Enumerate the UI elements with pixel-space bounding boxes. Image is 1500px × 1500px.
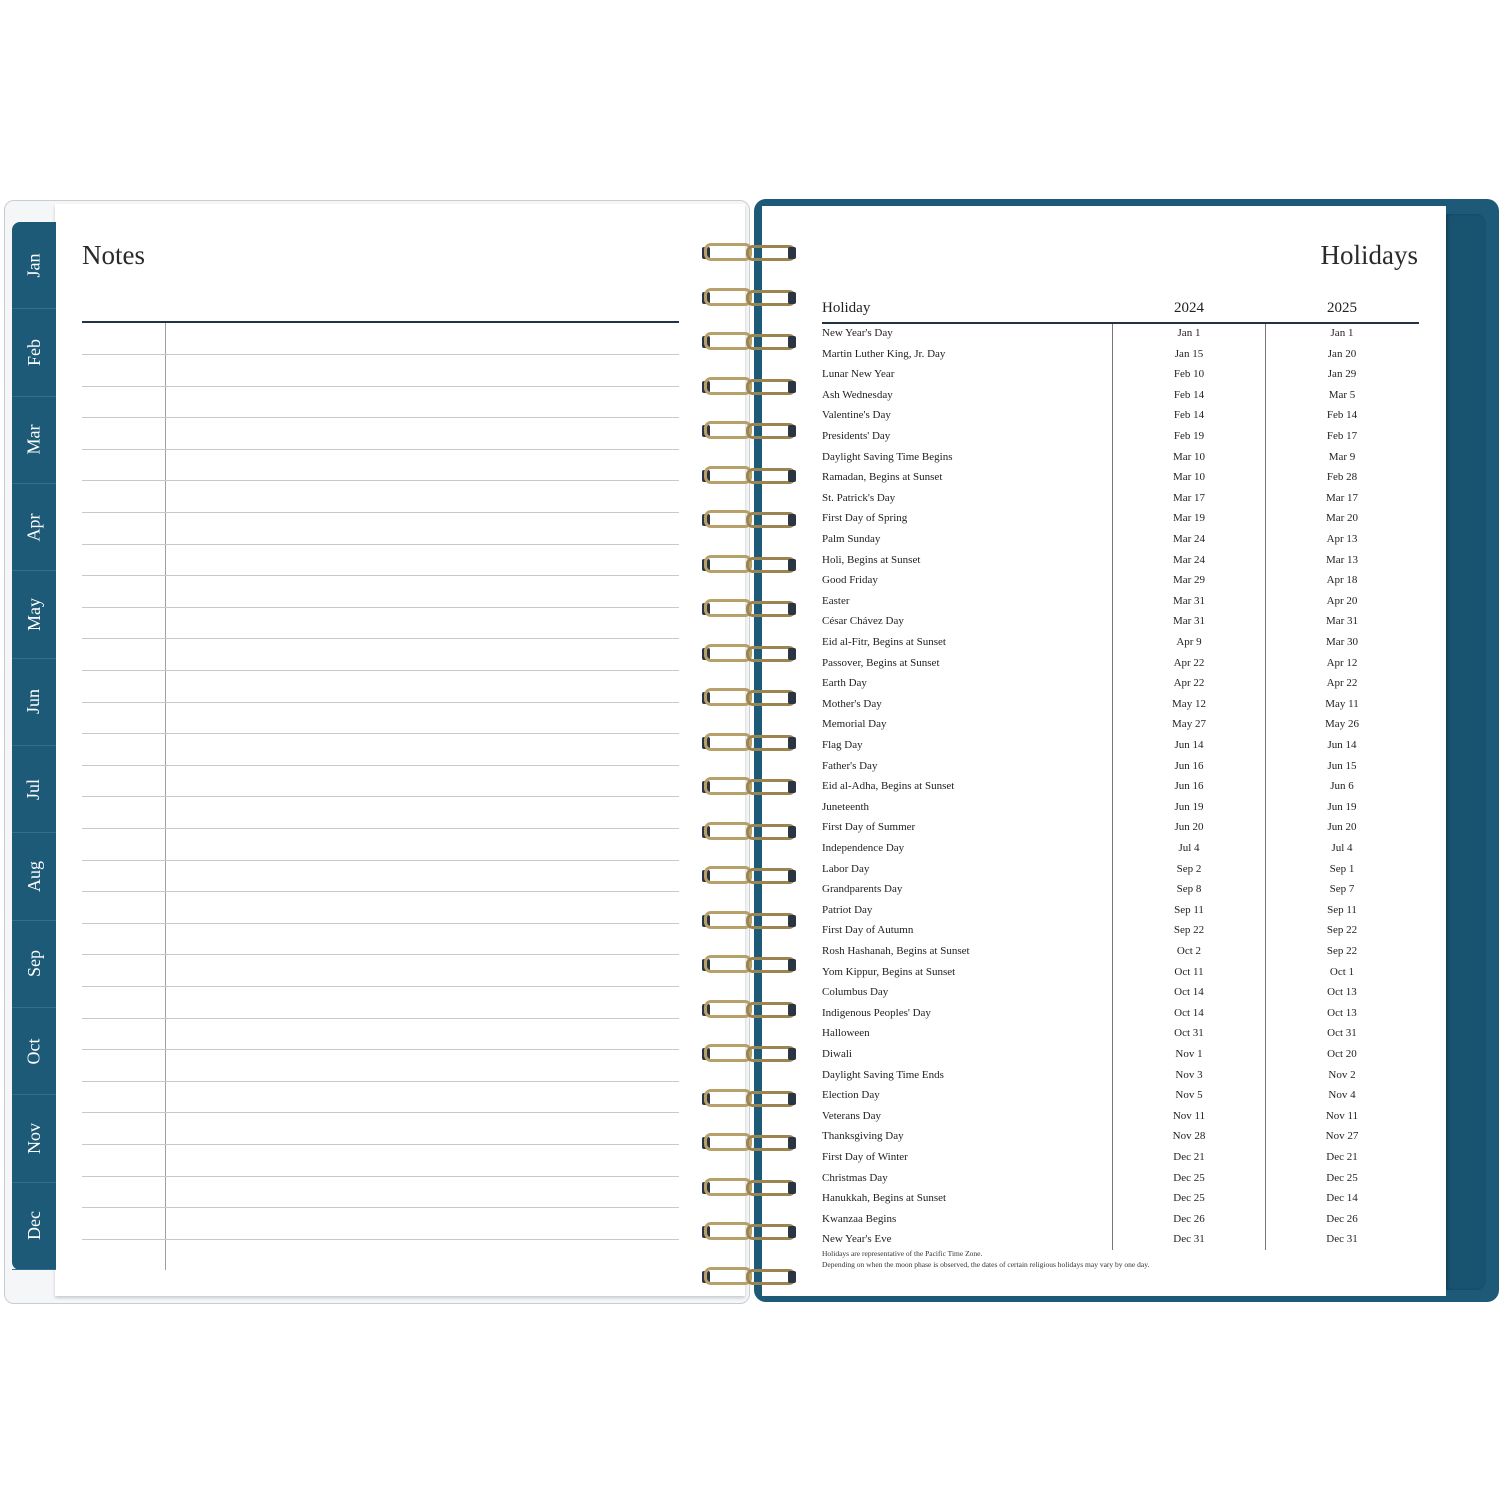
spiral-coil bbox=[702, 864, 798, 888]
spiral-coil bbox=[702, 330, 798, 354]
holiday-row bbox=[822, 451, 1419, 471]
holiday-date-2025: Mar 30 bbox=[1325, 636, 1359, 648]
holiday-date-2024: Nov 3 bbox=[1175, 1068, 1203, 1081]
holiday-date-2024: Mar 17 bbox=[1172, 491, 1206, 504]
holiday-row bbox=[822, 430, 1419, 450]
tab-aug[interactable] bbox=[12, 833, 56, 920]
holiday-row bbox=[822, 471, 1419, 491]
holiday-column-header: Holiday bbox=[822, 300, 871, 316]
holiday-date-2024: Dec 26 bbox=[1173, 1212, 1205, 1225]
tab-label: Jan bbox=[23, 253, 44, 278]
holiday-name: Eid al-Fitr, Begins at Sunset bbox=[822, 636, 946, 648]
holiday-date-2024: Jan 1 bbox=[1177, 327, 1201, 339]
note-line bbox=[82, 638, 679, 639]
holiday-row bbox=[822, 1213, 1419, 1233]
holiday-row bbox=[822, 1110, 1419, 1130]
holiday-row bbox=[822, 1192, 1419, 1212]
notes-title: Notes bbox=[82, 240, 145, 270]
tab-label: Apr bbox=[23, 513, 44, 542]
holiday-date-2025: Feb 17 bbox=[1326, 430, 1358, 442]
holiday-date-2025: Mar 20 bbox=[1325, 512, 1359, 525]
holiday-row bbox=[822, 780, 1419, 800]
holiday-row bbox=[822, 1069, 1419, 1089]
holiday-date-2025: Sep 22 bbox=[1326, 945, 1358, 957]
note-line bbox=[82, 386, 679, 387]
tab-label: Jul bbox=[23, 778, 44, 800]
holiday-row bbox=[822, 966, 1419, 986]
spiral-coil bbox=[702, 686, 798, 710]
holiday-date-2024: Sep 22 bbox=[1173, 924, 1205, 937]
holiday-date-2025: Sep 22 bbox=[1326, 924, 1358, 937]
holiday-row bbox=[822, 842, 1419, 862]
holiday-date-2024: Feb 19 bbox=[1173, 430, 1205, 442]
year-2025-header: 2025 bbox=[1327, 300, 1357, 316]
holiday-date-2025: Apr 20 bbox=[1326, 594, 1358, 607]
note-line bbox=[82, 480, 679, 481]
year-2024-header: 2024 bbox=[1174, 300, 1204, 316]
holiday-date-2025: Feb 14 bbox=[1326, 409, 1358, 422]
tab-jul[interactable] bbox=[12, 746, 56, 833]
holiday-name: First Day of Winter bbox=[822, 1151, 908, 1163]
holiday-row bbox=[822, 554, 1419, 574]
right-cover-edge bbox=[1446, 214, 1486, 1290]
holiday-date-2025: Mar 13 bbox=[1325, 553, 1359, 566]
holiday-date-2024: Mar 10 bbox=[1172, 471, 1206, 484]
spiral-coil bbox=[702, 1042, 798, 1066]
tab-label: Mar bbox=[23, 424, 44, 455]
note-line bbox=[82, 607, 679, 608]
holiday-name: Election Day bbox=[822, 1089, 880, 1102]
holiday-row bbox=[822, 574, 1419, 594]
spiral-coil bbox=[702, 286, 798, 310]
note-line bbox=[82, 796, 679, 797]
holiday-name: Yom Kippur, Begins at Sunset bbox=[822, 965, 956, 978]
holiday-name: Mother's Day bbox=[822, 697, 882, 710]
footnote-moon-phase: Depending on when the moon phase is observed, the dates of certain religious holidays may vary by one day. bbox=[822, 1260, 1150, 1269]
tab-label: Feb bbox=[23, 338, 44, 366]
holiday-row bbox=[822, 821, 1419, 841]
holiday-date-2025: Apr 13 bbox=[1326, 533, 1358, 545]
holiday-row bbox=[822, 945, 1419, 965]
holiday-date-2025: Oct 31 bbox=[1327, 1027, 1357, 1040]
holiday-name: New Year's Eve bbox=[822, 1233, 892, 1246]
spiral-coil bbox=[702, 1176, 798, 1200]
holiday-date-2025: Jan 29 bbox=[1327, 368, 1357, 381]
holiday-date-2025: Jan 20 bbox=[1327, 347, 1357, 360]
holiday-name: Palm Sunday bbox=[822, 533, 881, 545]
holiday-date-2024: Jun 19 bbox=[1174, 800, 1204, 813]
holiday-date-2024: Mar 24 bbox=[1172, 553, 1206, 566]
tab-jun[interactable] bbox=[12, 659, 56, 746]
holiday-date-2025: Sep 11 bbox=[1327, 903, 1357, 916]
tab-jan[interactable] bbox=[12, 222, 56, 309]
spiral-coil bbox=[702, 241, 798, 265]
note-line bbox=[82, 544, 679, 545]
tab-label: Nov bbox=[23, 1122, 44, 1154]
holiday-date-2025: Oct 20 bbox=[1327, 1048, 1357, 1060]
holiday-date-2024: Jul 4 bbox=[1178, 842, 1200, 854]
holiday-date-2025: Mar 17 bbox=[1325, 491, 1359, 504]
tab-mar[interactable] bbox=[12, 397, 56, 484]
holiday-name: Diwali bbox=[822, 1048, 852, 1060]
holiday-row bbox=[822, 1089, 1419, 1109]
holiday-row bbox=[822, 636, 1419, 656]
spiral-coil bbox=[702, 820, 798, 844]
holiday-name: Patriot Day bbox=[822, 903, 873, 916]
holiday-date-2024: Apr 9 bbox=[1176, 636, 1202, 648]
holiday-date-2024: Jun 14 bbox=[1174, 739, 1204, 751]
holiday-row bbox=[822, 657, 1419, 677]
note-line bbox=[82, 1081, 679, 1082]
tab-feb[interactable] bbox=[12, 309, 56, 396]
holiday-date-2024: Dec 25 bbox=[1173, 1192, 1205, 1205]
holiday-name: Columbus Day bbox=[822, 986, 889, 999]
holiday-name: Flag Day bbox=[822, 739, 863, 751]
holidays-header-rule bbox=[822, 322, 1419, 324]
holiday-date-2024: Mar 24 bbox=[1172, 533, 1206, 545]
spiral-coil bbox=[702, 375, 798, 399]
holiday-date-2024: Dec 21 bbox=[1173, 1151, 1205, 1163]
holiday-date-2024: Oct 14 bbox=[1174, 1006, 1204, 1019]
holiday-date-2024: Sep 2 bbox=[1176, 862, 1202, 875]
holiday-date-2025: Apr 18 bbox=[1326, 574, 1358, 587]
holiday-row bbox=[822, 883, 1419, 903]
holiday-date-2025: Jun 19 bbox=[1327, 800, 1357, 813]
holiday-date-2025: Sep 7 bbox=[1329, 883, 1355, 896]
holiday-date-2025: Nov 27 bbox=[1325, 1130, 1359, 1143]
holiday-date-2025: Dec 14 bbox=[1326, 1192, 1358, 1205]
holiday-row bbox=[822, 1172, 1419, 1192]
holiday-row bbox=[822, 904, 1419, 924]
holiday-name: Good Friday bbox=[822, 574, 878, 587]
tab-label: Aug bbox=[23, 860, 44, 892]
spiral-coil bbox=[702, 1265, 798, 1289]
holiday-name: Eid al-Adha, Begins at Sunset bbox=[822, 780, 955, 793]
holiday-date-2025: Jul 4 bbox=[1331, 842, 1353, 854]
holiday-date-2024: Mar 31 bbox=[1172, 594, 1206, 607]
holiday-row bbox=[822, 1027, 1419, 1047]
spiral-coil bbox=[702, 553, 798, 577]
holiday-row bbox=[822, 1130, 1419, 1150]
holiday-name: St. Patrick's Day bbox=[822, 491, 896, 504]
holiday-date-2024: Sep 8 bbox=[1176, 883, 1202, 896]
footnote-timezone: Holidays are representative of the Pacific Time Zone. bbox=[822, 1249, 983, 1258]
holiday-row bbox=[822, 677, 1419, 697]
holiday-date-2025: Jun 20 bbox=[1327, 821, 1357, 834]
holiday-date-2025: Sep 1 bbox=[1329, 862, 1355, 875]
spiral-coil bbox=[702, 731, 798, 755]
holiday-date-2025: Feb 28 bbox=[1326, 471, 1358, 484]
holiday-row bbox=[822, 718, 1419, 738]
note-line bbox=[82, 1018, 679, 1019]
holiday-date-2024: Nov 11 bbox=[1172, 1109, 1206, 1122]
holiday-name: Daylight Saving Time Ends bbox=[822, 1068, 944, 1081]
holiday-date-2025: Dec 26 bbox=[1326, 1212, 1358, 1225]
holiday-date-2025: Jan 1 bbox=[1330, 327, 1354, 339]
holiday-date-2025: Apr 12 bbox=[1326, 656, 1358, 669]
spiral-coil bbox=[702, 1131, 798, 1155]
tab-nov[interactable] bbox=[12, 1095, 56, 1182]
tab-apr[interactable] bbox=[12, 484, 56, 571]
holiday-row bbox=[822, 512, 1419, 532]
holiday-date-2025: Dec 31 bbox=[1326, 1233, 1358, 1246]
holiday-row bbox=[822, 533, 1419, 553]
holiday-date-2025: Dec 25 bbox=[1326, 1171, 1358, 1184]
note-line bbox=[82, 702, 679, 703]
holiday-name: Thanksgiving Day bbox=[822, 1130, 904, 1143]
spiral-coil bbox=[702, 909, 798, 933]
holiday-date-2024: Apr 22 bbox=[1173, 677, 1205, 690]
note-line bbox=[82, 575, 679, 576]
tab-label: Sep bbox=[23, 950, 44, 978]
holiday-date-2025: Jun 6 bbox=[1330, 780, 1354, 793]
note-line bbox=[82, 1144, 679, 1145]
holiday-date-2025: Mar 31 bbox=[1325, 615, 1359, 628]
holiday-row bbox=[822, 409, 1419, 429]
spiral-coil bbox=[702, 464, 798, 488]
spiral-coil bbox=[702, 419, 798, 443]
tab-oct[interactable] bbox=[12, 1008, 56, 1095]
holiday-name: New Year's Day bbox=[822, 327, 893, 339]
spiral-coil bbox=[702, 775, 798, 799]
holiday-date-2024: Jun 16 bbox=[1174, 759, 1204, 772]
holiday-date-2025: Nov 4 bbox=[1328, 1089, 1356, 1102]
holiday-row bbox=[822, 924, 1419, 944]
holiday-row bbox=[822, 389, 1419, 409]
note-line bbox=[82, 354, 679, 355]
holiday-name: Father's Day bbox=[822, 759, 878, 772]
note-line bbox=[82, 860, 679, 861]
tab-may[interactable] bbox=[12, 571, 56, 658]
holiday-name: Kwanzaa Begins bbox=[822, 1212, 897, 1225]
holiday-name: Labor Day bbox=[822, 862, 870, 875]
holiday-date-2024: Dec 31 bbox=[1173, 1233, 1205, 1246]
note-line bbox=[82, 1049, 679, 1050]
holiday-row bbox=[822, 327, 1419, 347]
holiday-name: César Chávez Day bbox=[822, 615, 904, 628]
spiral-coil bbox=[702, 998, 798, 1022]
holiday-date-2024: Sep 11 bbox=[1174, 903, 1204, 916]
holiday-name: Holi, Begins at Sunset bbox=[822, 553, 921, 566]
note-line bbox=[82, 512, 679, 513]
holiday-name: Independence Day bbox=[822, 842, 905, 854]
holiday-row bbox=[822, 739, 1419, 759]
holiday-date-2024: Apr 22 bbox=[1173, 656, 1205, 669]
holiday-name: Indigenous Peoples' Day bbox=[822, 1006, 931, 1019]
holiday-date-2024: Nov 5 bbox=[1175, 1089, 1203, 1102]
holiday-date-2025: Nov 11 bbox=[1325, 1109, 1359, 1122]
holiday-name: First Day of Spring bbox=[822, 512, 908, 525]
note-line bbox=[82, 986, 679, 987]
holiday-name: Hanukkah, Begins at Sunset bbox=[822, 1192, 947, 1205]
holiday-name: Lunar New Year bbox=[822, 368, 895, 381]
tab-dec[interactable] bbox=[12, 1183, 56, 1270]
holiday-row bbox=[822, 492, 1419, 512]
note-line bbox=[82, 417, 679, 418]
holiday-date-2025: Apr 22 bbox=[1326, 677, 1358, 690]
holiday-name: Ramadan, Begins at Sunset bbox=[822, 471, 943, 484]
spiral-coil bbox=[702, 508, 798, 532]
holiday-date-2024: Oct 14 bbox=[1174, 986, 1204, 999]
spiral-coil bbox=[702, 953, 798, 977]
holiday-name: Earth Day bbox=[822, 677, 867, 690]
holiday-name: Memorial Day bbox=[822, 718, 887, 731]
tab-label: Dec bbox=[23, 1211, 44, 1241]
holiday-date-2024: Feb 14 bbox=[1173, 388, 1205, 401]
holiday-row bbox=[822, 863, 1419, 883]
holiday-name: Grandparents Day bbox=[822, 883, 903, 896]
holiday-date-2024: Mar 19 bbox=[1172, 512, 1206, 525]
holiday-row bbox=[822, 760, 1419, 780]
holiday-date-2025: May 11 bbox=[1325, 697, 1359, 710]
holiday-row bbox=[822, 368, 1419, 388]
holiday-row bbox=[822, 348, 1419, 368]
holiday-date-2025: Jun 14 bbox=[1327, 739, 1357, 751]
note-line bbox=[82, 1239, 679, 1240]
holiday-date-2025: Dec 21 bbox=[1326, 1151, 1358, 1163]
note-line bbox=[82, 765, 679, 766]
notes-header-rule bbox=[82, 321, 679, 323]
note-line bbox=[82, 670, 679, 671]
holiday-date-2024: Mar 10 bbox=[1172, 450, 1206, 463]
holiday-name: Passover, Begins at Sunset bbox=[822, 656, 940, 669]
holiday-date-2025: Mar 9 bbox=[1328, 450, 1356, 463]
holiday-date-2024: Dec 25 bbox=[1173, 1171, 1205, 1184]
note-line bbox=[82, 449, 679, 450]
note-line bbox=[82, 733, 679, 734]
note-line bbox=[82, 954, 679, 955]
spiral-coil bbox=[702, 597, 798, 621]
holiday-date-2024: May 27 bbox=[1172, 718, 1206, 731]
spiral-coil bbox=[702, 642, 798, 666]
note-line bbox=[82, 891, 679, 892]
holiday-name: First Day of Autumn bbox=[822, 924, 914, 937]
holiday-date-2024: Feb 10 bbox=[1173, 368, 1205, 381]
holiday-row bbox=[822, 698, 1419, 718]
holiday-date-2025: Oct 1 bbox=[1329, 965, 1355, 978]
notes-page bbox=[55, 204, 745, 1296]
holidays-title: Holidays bbox=[1320, 240, 1418, 270]
holiday-date-2024: Jun 16 bbox=[1174, 780, 1204, 793]
holiday-row bbox=[822, 615, 1419, 635]
holiday-date-2024: May 12 bbox=[1172, 697, 1206, 710]
holiday-name: Ash Wednesday bbox=[822, 388, 893, 401]
holiday-date-2024: Mar 31 bbox=[1172, 615, 1206, 628]
holiday-name: Presidents' Day bbox=[822, 430, 891, 442]
holiday-date-2024: Jun 20 bbox=[1174, 821, 1204, 834]
holiday-name: Veterans Day bbox=[822, 1109, 881, 1122]
holiday-row bbox=[822, 801, 1419, 821]
holiday-date-2025: Nov 2 bbox=[1328, 1068, 1356, 1081]
holiday-row bbox=[822, 595, 1419, 615]
holiday-name: Martin Luther King, Jr. Day bbox=[822, 347, 946, 360]
holiday-name: Valentine's Day bbox=[822, 409, 891, 422]
note-line bbox=[82, 828, 679, 829]
tab-label: Jun bbox=[23, 689, 44, 715]
holiday-date-2025: May 26 bbox=[1325, 718, 1359, 731]
holiday-date-2025: Mar 5 bbox=[1328, 388, 1356, 401]
note-line bbox=[82, 1176, 679, 1177]
holiday-date-2025: Oct 13 bbox=[1327, 1006, 1357, 1019]
holiday-row bbox=[822, 1007, 1419, 1027]
holiday-date-2024: Jan 15 bbox=[1174, 347, 1204, 360]
holiday-name: Daylight Saving Time Begins bbox=[822, 450, 953, 463]
holiday-row bbox=[822, 1048, 1419, 1068]
holiday-date-2024: Feb 14 bbox=[1173, 409, 1205, 422]
note-line bbox=[82, 923, 679, 924]
holiday-date-2024: Nov 28 bbox=[1172, 1130, 1206, 1143]
holiday-date-2025: Oct 13 bbox=[1327, 986, 1357, 999]
holiday-name: Rosh Hashanah, Begins at Sunset bbox=[822, 945, 970, 957]
holiday-row bbox=[822, 1151, 1419, 1171]
holiday-date-2024: Oct 2 bbox=[1176, 945, 1202, 957]
holiday-date-2024: Nov 1 bbox=[1175, 1048, 1203, 1060]
holiday-name: Easter bbox=[822, 594, 850, 607]
tab-sep[interactable] bbox=[12, 921, 56, 1008]
holiday-name: Juneteenth bbox=[822, 800, 870, 813]
holiday-name: First Day of Summer bbox=[822, 821, 916, 834]
holiday-date-2024: Oct 11 bbox=[1174, 965, 1204, 978]
note-line bbox=[82, 1207, 679, 1208]
tab-label: May bbox=[23, 597, 44, 631]
holiday-row bbox=[822, 986, 1419, 1006]
spiral-coil bbox=[702, 1220, 798, 1244]
holiday-date-2025: Jun 15 bbox=[1327, 759, 1357, 772]
holiday-name: Christmas Day bbox=[822, 1171, 888, 1184]
holiday-date-2024: Oct 31 bbox=[1174, 1027, 1204, 1040]
note-line bbox=[82, 1112, 679, 1113]
spiral-coil bbox=[702, 1087, 798, 1111]
holiday-name: Halloween bbox=[822, 1027, 870, 1040]
tab-label: Oct bbox=[23, 1038, 44, 1065]
holiday-date-2024: Mar 29 bbox=[1172, 574, 1206, 587]
month-tabs bbox=[12, 222, 56, 1270]
